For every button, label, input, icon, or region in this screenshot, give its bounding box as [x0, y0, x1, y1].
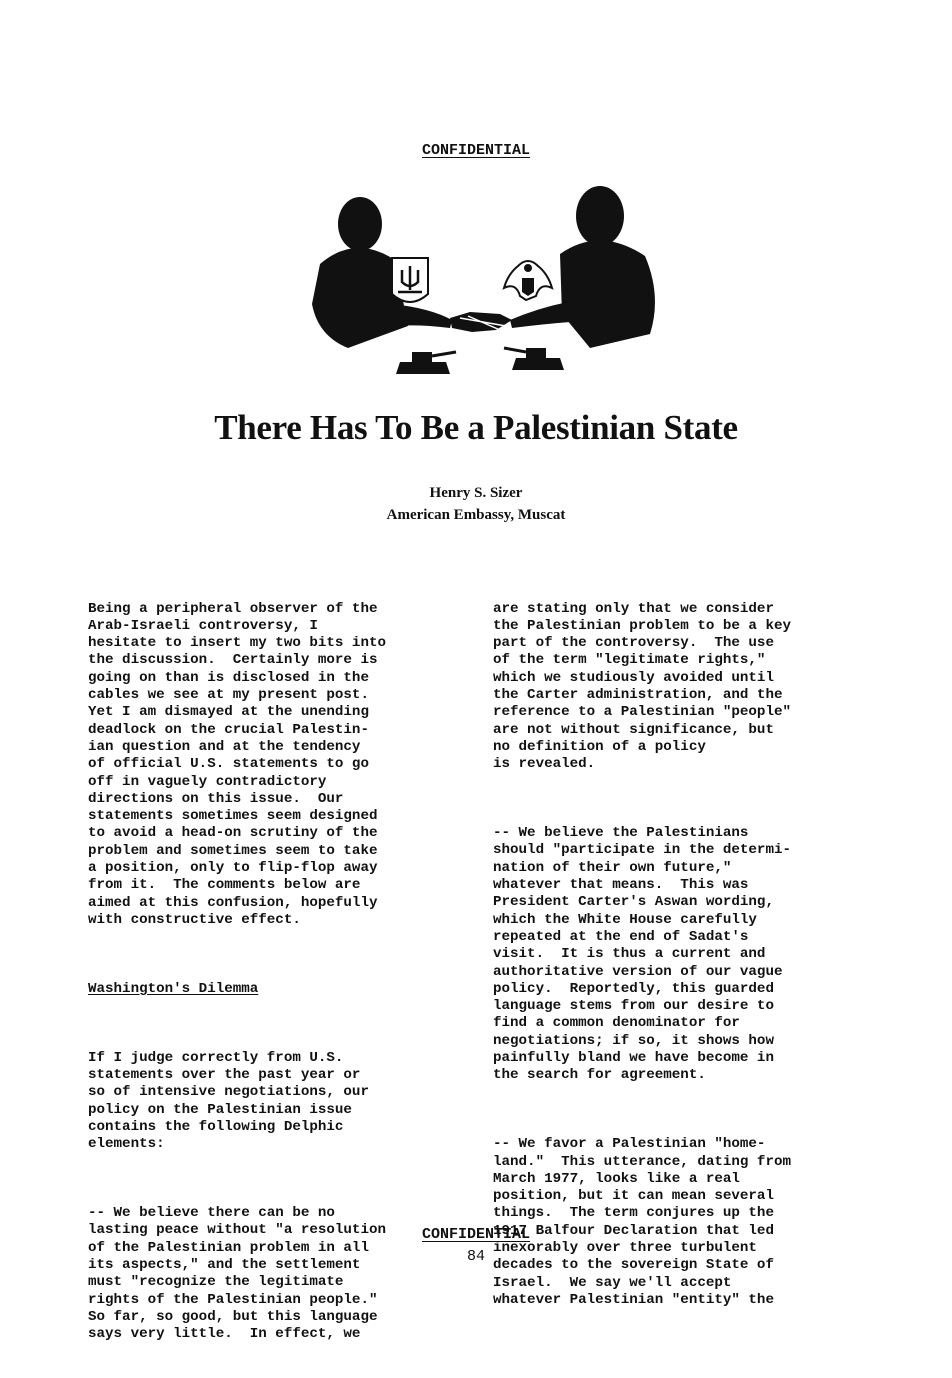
body-paragraph: -- We favor a Palestinian "home- land." This utterance, dating from March 1977, looks like a real position, but it can mean several things. The term conjures up the 1917 Balfour Declaration that led inexorably over three turbulent decades to the sovereign State of Israel. We say we'll accept whatever Palestinian "entity" the: [493, 1136, 791, 1308]
body-paragraph: are stating only that we consider the Palestinian problem to be a key part of the controversy. The use of the term "legitimate rights," which we studiously avoided until the Carter administration, and the reference to a Palestinian "people" are not without significance, but no definition of a policy is revealed.: [493, 600, 791, 773]
tank-icon: [504, 348, 564, 370]
classification-footer-text: CONFIDENTIAL: [421, 1226, 531, 1243]
tank-icon: [396, 352, 456, 374]
handshake-icon: [450, 312, 512, 332]
body-paragraph: -- We believe the Palestinians should "participate in the determi- nation of their own future," whatever that means. This was President Carter's Aswan wording, which the White House carefully repeated at the end of Sadat's visit. It is thus a current and authoritative version of our vague policy. Reportedly, this guarded language stems from our desire to find a common denominator for negotiations; if so, it shows how painfully bland we have become in the search for agreement.: [493, 825, 791, 1084]
left-negotiator-figure: [312, 197, 452, 348]
author-name: Henry S. Sizer: [429, 485, 523, 501]
israeli-emblem-icon: [392, 258, 428, 302]
egyptian-eagle-icon: [504, 261, 552, 300]
body-paragraph: If I judge correctly from U.S. statements over the past year or so of intensive negotiations, our policy on the Palestinian issue contains the following Delphic elements:: [88, 1049, 369, 1153]
classification-header: [0, 142, 952, 159]
article-title: There Has To Be a Palestinian State: [214, 408, 738, 447]
classification-header-text: CONFIDENTIAL: [421, 142, 531, 159]
author-affiliation: American Embassy, Muscat: [386, 507, 566, 523]
negotiation-illustration: [300, 186, 670, 386]
page-number: 84: [466, 1248, 485, 1265]
section-subheading: Washington's Dilemma: [88, 980, 259, 997]
classification-footer: [0, 1226, 952, 1243]
body-paragraph: -- We believe there can be no lasting peace without "a resolution of the Palestinian problem in all its aspects," and the settlement must "recognize the legitimate rights of the Palestinian people." So far, so good, but this language says very little. In effect, we: [88, 1205, 386, 1343]
body-paragraph: Being a peripheral observer of the Arab-Israeli controversy, I hesitate to insert my two bits into the discussion. Certainly more is going on than is disclosed in the cables we see at my present post. Yet I am dismayed at the unending deadlock on the crucial Palestin- ian question and at the tendency of official U.S. statements to go off in vaguely contradictory directions on this issue. Our statements sometimes seem designed to avoid a head-on scrutiny of the problem and sometimes seem to take a position, only to flip-flop away from it. The comments below are aimed at this confusion, hopefully with constructive effect.: [88, 600, 386, 928]
